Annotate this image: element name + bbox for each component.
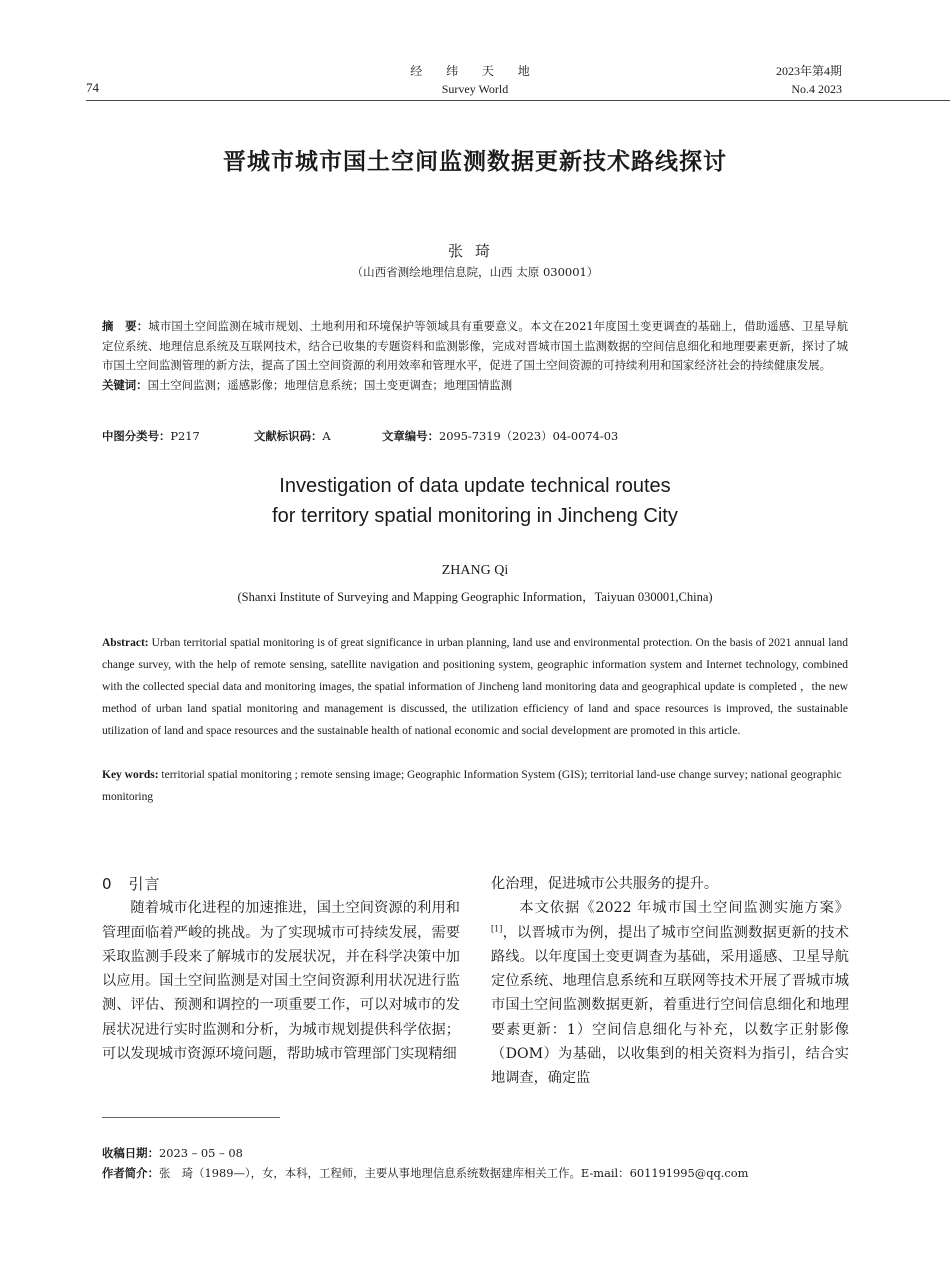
- article-title-cn: 晋城市城市国土空间监测数据更新技术路线探讨: [223, 149, 727, 175]
- abstract-en-label: Abstract:: [102, 637, 149, 649]
- issue-en: No.4 2023: [791, 82, 842, 96]
- keywords-cn-label: 关键词：: [102, 377, 148, 392]
- article-number-label: 文章编号：: [382, 429, 439, 443]
- body-column-right: [491, 872, 849, 1091]
- keywords-en: [102, 764, 848, 808]
- body-text: ，以晋城市为例，提出了城市空间监测数据更新的技术路线。以年度国土变更调查为基础，采用遥感、卫星导航定位系统、地理信息系统和互联网等技术开展了晋城市城市国土空间监测数据更新，着重进行空间信息细化和地理要素更新：1）空间信息细化与补充，以数字正射影像（DOM）为基础，以收集到的相关资料为指引，结合实地调查，确定监: [491, 924, 849, 1087]
- keywords-en-label: Key words:: [102, 769, 159, 781]
- abstract-cn-label: 摘 要：: [102, 319, 149, 333]
- author-bio-label: 作者简介：: [102, 1166, 159, 1180]
- keywords-cn-text: 国土空间监测；遥感影像；地理信息系统；国土变更调查；地理国情监测: [147, 377, 513, 392]
- issue-info: [776, 62, 842, 98]
- article-title-en-line2: for territory spatial monitoring in Jincheng City: [272, 505, 678, 527]
- body-paragraph-continued: 化治理，促进城市公共服务的提升。: [491, 876, 719, 892]
- author-name-cn: 张琦: [447, 242, 502, 260]
- abstract-cn-text: 城市国土空间监测在城市规划、土地利用和环境保护等领域具有重要意义。本文在2021年度国土变更调查的基础上，借助遥感、卫星导航定位系统、地理信息系统及互联网技术，结合已收集的专题资料和监测影像，完成对晋城市国土监测数据的空间信息细化和地理要素更新，探讨了城市国土空间监测管理的新方法，提高了国土空间资源的利用效率和管理水平，促进了国土空间资源的可持续利用和国家经济社会的持续健康发展。: [102, 319, 848, 373]
- author-bio: [102, 1163, 748, 1183]
- author-bio-value: 张 琦（1989—），女，本科，工程师，主要从事地理信息系统数据建库相关工作。E-mail：601191995@qq.com: [158, 1166, 749, 1180]
- section-heading: 0 引言: [102, 875, 161, 893]
- received-label: 收稿日期：: [102, 1146, 159, 1160]
- issue-cn: 2023年第4期: [775, 64, 842, 78]
- header-rule: [86, 100, 950, 101]
- received-value: 2023 – 05 – 08: [158, 1146, 243, 1160]
- footnote-rule: [102, 1117, 280, 1118]
- affiliation-cn: （山西省测绘地理信息院，山西 太原 030001）: [351, 265, 599, 279]
- body-paragraph: 随着城市化进程的加速推进，国土空间资源的利用和管理面临着严峻的挑战。为了实现城市可持续发展，需要采取监测手段来了解城市的发展状况，并在科学决策中加以应用。国土空间监测是对国土空间资源利用状况进行监测、评估、预测和调控的一项重要工作，可以对城市的发展状况进行实时监测和分析，为城市规划提供科学依据；可以发现城市资源环境问题，帮助城市管理部门实现精细: [102, 900, 460, 1063]
- abstract-cn: [102, 317, 848, 395]
- received-date: [102, 1143, 748, 1163]
- article-title-en-line1: Investigation of data update technical routes: [279, 475, 671, 497]
- keywords-en-text: territorial spatial monitoring ; remote sensing image; Geographic Information System (GIS); territorial land-use change survey; national geographic monitoring: [102, 769, 842, 803]
- clc-value: P217: [170, 429, 200, 443]
- abstract-en: [102, 632, 848, 742]
- classification-row: [102, 428, 618, 444]
- body-column-left: [102, 872, 460, 1066]
- journal-name-en: Survey World: [441, 82, 509, 96]
- clc-label: 中图分类号：: [102, 429, 171, 443]
- footnotes: [102, 1143, 748, 1183]
- citation-ref[interactable]: [1]: [491, 923, 503, 933]
- body-paragraph: [491, 896, 849, 1090]
- page-number: 74: [86, 80, 99, 95]
- article-title-en: [0, 471, 950, 531]
- author-name-en: ZHANG Qi: [441, 563, 509, 578]
- body-text: 本文依据《2022 年城市国土空间监测实施方案》: [519, 900, 849, 917]
- doc-code-value: A: [322, 429, 331, 443]
- journal-name-cn: 经 纬 天 地: [410, 64, 540, 78]
- abstract-en-text: Urban territorial spatial monitoring is of great significance in urban planning, land use and environmental protection. On the basis of 2021 annual land change survey, with the help of remote sensing, satellite navigation and positioning system, geographic information system and Internet technology, combined with the collected special data and monitoring images, the spatial information of Jincheng land monitoring data and geographical update is completed ，the new method of urban land spatial monitoring and management is discussed, the utilization efficiency of land and space resources is improved, the sustainable utilization of land and space resources and the sustainable health of national economic and social development are promoted in this article.: [102, 637, 848, 737]
- article-number-value: 2095-7319（2023）04-0074-03: [438, 429, 619, 443]
- affiliation-en: (Shanxi Institute of Surveying and Mapping Geographic Information，Taiyuan 030001,China): [237, 590, 713, 604]
- doc-code-label: 文献标识码：: [254, 429, 323, 443]
